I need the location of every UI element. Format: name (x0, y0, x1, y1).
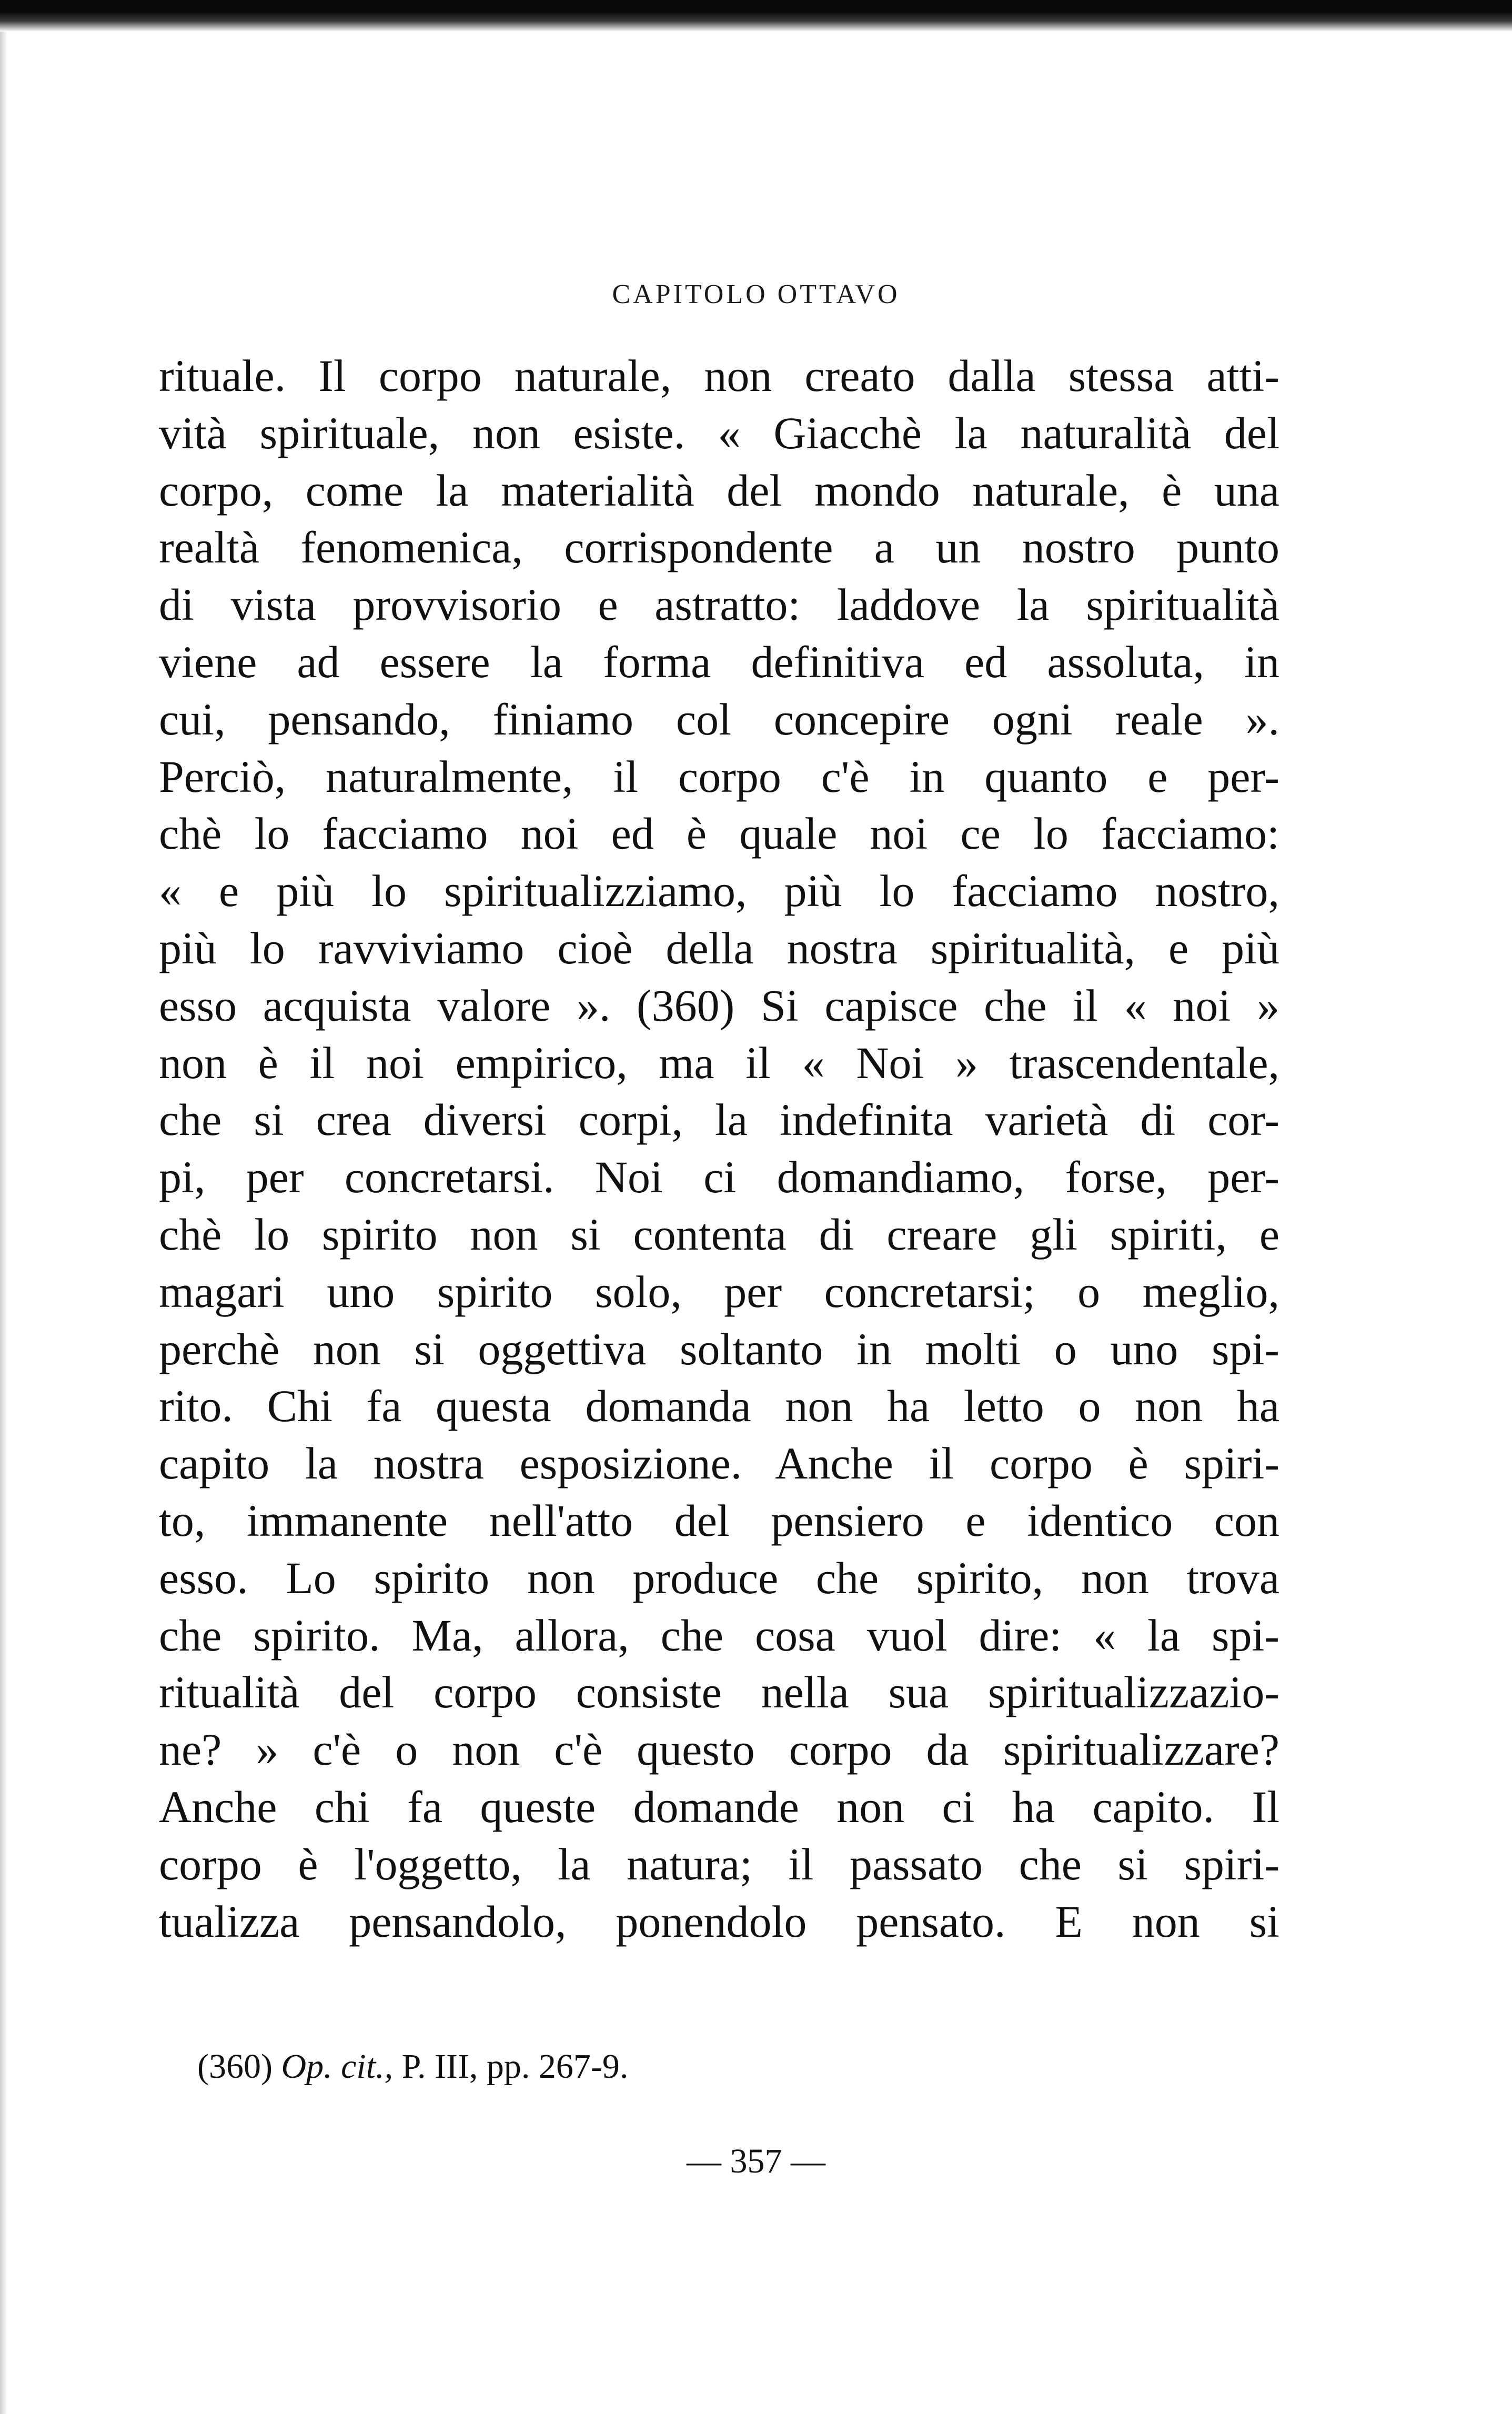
text-line: rituale. Il corpo naturale, non creato dalla stessa atti- (159, 350, 1279, 401)
text-line: corpo, come la materialità del mondo naturale, è una (159, 465, 1279, 516)
text-line: ne? » c'è o non c'è questo corpo da spiritualizzare? (159, 1724, 1279, 1775)
text-line: che spirito. Ma, allora, che cosa vuol dire: « la spi- (159, 1610, 1279, 1661)
text-line: più lo ravviviamo cioè della nostra spiritualità, e più (159, 922, 1279, 973)
text-line: pi, per concretarsi. Noi ci domandiamo, forse, per- (159, 1152, 1279, 1203)
text-line: esso acquista valore ». (360) Si capisce che il « noi » (159, 980, 1279, 1031)
text-line: Anche chi fa queste domande non ci ha capito. Il (159, 1781, 1279, 1832)
text-line: che si crea diversi corpi, la indefinita varietà di cor- (159, 1094, 1279, 1145)
scan-shadow-left (0, 32, 7, 2414)
footnote-citation: Op. cit., (281, 2047, 394, 2086)
scan-edge-artifact (0, 0, 1512, 32)
text-line: chè lo facciamo noi ed è quale noi ce lo facciamo: (159, 808, 1279, 859)
text-line: cui, pensando, finiamo col concepire ogni reale ». (159, 693, 1279, 745)
text-line: rito. Chi fa questa domanda non ha letto o non ha (159, 1381, 1279, 1432)
text-line: di vista provvisorio e astratto: laddove la spiritualità (159, 579, 1279, 630)
text-line: « e più lo spiritualizziamo, più lo facciamo nostro, (159, 866, 1279, 917)
text-line: viene ad essere la forma definitiva ed assoluta, in (159, 636, 1279, 687)
footnote-reference: P. III, pp. 267-9. (401, 2047, 629, 2086)
text-line: chè lo spirito non si contenta di creare gli spiriti, e (159, 1209, 1279, 1260)
text-line: non è il noi empirico, ma il « Noi » trascendentale, (159, 1037, 1279, 1088)
body-text (159, 347, 1279, 1950)
text-line: Perciò, naturalmente, il corpo c'è in quanto e per- (159, 751, 1279, 802)
text-line: capito la nostra esposizione. Anche il corpo è spiri- (159, 1438, 1279, 1489)
page-number: — 357 — (687, 2142, 825, 2180)
text-line: corpo è l'oggetto, la natura; il passato che si spiri- (159, 1838, 1279, 1889)
text-line: ritualità del corpo consiste nella sua spiritualizzazio- (159, 1667, 1279, 1718)
text-line: esso. Lo spirito non produce che spirito, non trova (159, 1552, 1279, 1603)
text-line: magari uno spirito solo, per concretarsi; o meglio, (159, 1266, 1279, 1317)
footnote-number: (360) (197, 2047, 273, 2086)
footnote (197, 2047, 628, 2087)
text-line: to, immanente nell'atto del pensiero e identico con (159, 1495, 1279, 1546)
text-line: perchè non si oggettiva soltanto in molti o uno spi- (159, 1323, 1279, 1374)
running-head: CAPITOLO OTTAVO (612, 279, 900, 309)
text-line: vità spirituale, non esiste. « Giacchè la naturalità del (159, 407, 1279, 458)
text-line: realtà fenomenica, corrispondente a un nostro punto (159, 522, 1279, 573)
text-line: tualizza pensandolo, ponendolo pensato. E non si (159, 1896, 1279, 1947)
